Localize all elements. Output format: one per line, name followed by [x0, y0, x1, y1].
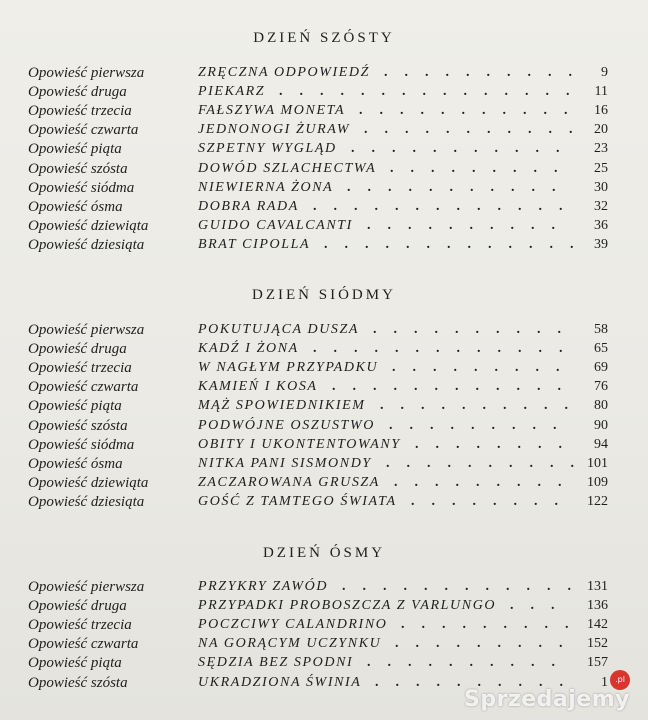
section-heading: DZIEŃ SZÓSTY — [253, 30, 395, 46]
entry-category: Opowieść siódma — [28, 180, 135, 196]
toc-entry — [0, 360, 648, 379]
entry-title: DOBRA RADA — [198, 199, 299, 214]
entry-title: POCZCIWY CALANDRINO — [198, 617, 388, 632]
toc-entry — [0, 103, 648, 122]
dot-leaders: .......... — [367, 655, 572, 670]
entry-title: ZACZAROWANA GRUSZA — [198, 475, 380, 490]
toc-entry — [0, 598, 648, 617]
toc-entry — [0, 437, 648, 456]
dot-leaders: ............ — [342, 579, 588, 594]
entry-page-number: 23 — [594, 141, 608, 156]
entry-category: Opowieść ósma — [28, 199, 123, 215]
entry-category: Opowieść piąta — [28, 655, 122, 671]
entry-page-number: 39 — [594, 237, 608, 252]
entry-title: PRZYKRY ZAWÓD — [198, 579, 329, 594]
entry-title: UKRADZIONA ŚWINIA — [198, 675, 362, 690]
entry-category: Opowieść pierwsza — [28, 65, 145, 81]
dot-leaders: ......... — [390, 161, 575, 176]
entry-page-number: 36 — [594, 218, 608, 233]
toc-entry — [0, 180, 648, 199]
toc-entry — [0, 341, 648, 360]
entry-page-number: 152 — [587, 636, 608, 651]
entry-category: Opowieść trzecia — [28, 103, 132, 119]
toc-entry — [0, 122, 648, 141]
entry-category: Opowieść dziewiąta — [28, 218, 149, 234]
toc-entry — [0, 379, 648, 398]
entry-page-number: 122 — [587, 494, 608, 509]
entry-category: Opowieść szósta — [28, 675, 128, 691]
toc-entry — [0, 322, 648, 341]
entry-page-number: 65 — [594, 341, 608, 356]
entry-title: GOŚĆ Z TAMTEGO ŚWIATA — [198, 494, 397, 509]
toc-entry — [0, 636, 648, 655]
dot-leaders: ............. — [313, 199, 580, 214]
entry-title: POKUTUJĄCA DUSZA — [198, 322, 360, 337]
entry-title: MĄŻ SPOWIEDNIKIEM — [198, 398, 366, 413]
entry-page-number: 136 — [587, 598, 608, 613]
entry-title: KADŹ I ŻONA — [198, 341, 299, 356]
entry-title: GUIDO CAVALCANTI — [198, 218, 353, 233]
toc-entry — [0, 237, 648, 256]
toc-entry — [0, 494, 648, 513]
entry-category: Opowieść pierwsza — [28, 322, 145, 338]
entry-category: Opowieść piąta — [28, 398, 122, 414]
entry-category: Opowieść czwarta — [28, 379, 139, 395]
entry-title: OBITY I UKONTENTOWANY — [198, 437, 401, 452]
dot-leaders: .......... — [373, 322, 578, 337]
entry-title: NITKA PANI SISMONDY — [198, 456, 372, 471]
toc-entry — [0, 398, 648, 417]
dot-leaders: ............. — [324, 237, 591, 252]
dot-leaders: .......... — [386, 456, 591, 471]
entry-page-number: 69 — [594, 360, 608, 375]
dot-leaders: ........... — [364, 122, 590, 137]
entry-page-number: 11 — [594, 84, 608, 99]
section-heading: DZIEŃ SIÓDMY — [252, 287, 396, 303]
entry-page-number: 76 — [594, 379, 608, 394]
entry-page-number: 90 — [594, 418, 608, 433]
toc-entry — [0, 161, 648, 180]
dot-leaders: ........... — [351, 141, 577, 156]
dot-leaders: ........ — [415, 437, 579, 452]
entry-page-number: 30 — [594, 180, 608, 195]
toc-entry — [0, 456, 648, 475]
watermark: Sprzedajemy — [464, 687, 630, 712]
entry-page-number: 9 — [601, 65, 608, 80]
entry-category: Opowieść czwarta — [28, 636, 139, 652]
entry-page-number: 25 — [594, 161, 608, 176]
entry-category: Opowieść ósma — [28, 456, 123, 472]
entry-category: Opowieść druga — [28, 84, 127, 100]
entry-category: Opowieść dziesiąta — [28, 494, 145, 510]
entry-page-number: 131 — [587, 579, 608, 594]
entry-title: JEDNONOGI ŻURAW — [198, 122, 351, 137]
entry-title: NA GORĄCYM UCZYNKU — [198, 636, 382, 651]
toc-entry — [0, 141, 648, 160]
entry-category: Opowieść dziesiąta — [28, 237, 145, 253]
entry-title: NIEWIERNA ŻONA — [198, 180, 334, 195]
entry-title: W NAGŁYM PRZYPADKU — [198, 360, 379, 375]
entry-category: Opowieść szósta — [28, 418, 128, 434]
entry-category: Opowieść pierwsza — [28, 579, 145, 595]
entry-category: Opowieść druga — [28, 598, 127, 614]
entry-page-number: 16 — [594, 103, 608, 118]
dot-leaders: ........... — [359, 103, 585, 118]
entry-category: Opowieść trzecia — [28, 617, 132, 633]
dot-leaders: ........... — [347, 180, 573, 195]
toc-entry — [0, 617, 648, 636]
entry-page-number: 80 — [594, 398, 608, 413]
toc-entry — [0, 655, 648, 674]
watermark-badge: .pl — [610, 670, 630, 690]
toc-entry — [0, 218, 648, 237]
dot-leaders: ............ — [332, 379, 578, 394]
entry-category: Opowieść dziewiąta — [28, 475, 149, 491]
dot-leaders: .......... — [375, 675, 580, 690]
entry-title: ZRĘCZNA ODPOWIEDŹ — [198, 65, 371, 80]
entry-title: PIEKARZ — [198, 84, 266, 99]
entry-title: BRAT CIPOLLA — [198, 237, 311, 252]
entry-page-number: 58 — [594, 322, 608, 337]
dot-leaders: ............... — [279, 84, 587, 99]
dot-leaders: .......... — [380, 398, 585, 413]
entry-page-number: 32 — [594, 199, 608, 214]
toc-entry — [0, 65, 648, 84]
entry-page-number: 94 — [594, 437, 608, 452]
entry-title: SZPETNY WYGLĄD — [198, 141, 337, 156]
dot-leaders: ............. — [313, 341, 580, 356]
toc-entry — [0, 84, 648, 103]
entry-title: PODWÓJNE OSZUSTWO — [198, 418, 375, 433]
entry-title: KAMIEŃ I KOSA — [198, 379, 318, 394]
dot-leaders: ......... — [401, 617, 586, 632]
dot-leaders: ......... — [392, 360, 577, 375]
toc-entry — [0, 199, 648, 218]
entry-title: SĘDZIA BEZ SPODNI — [198, 655, 354, 670]
entry-title: DOWÓD SZLACHECTWA — [198, 161, 377, 176]
dot-leaders: ........ — [411, 494, 575, 509]
section-heading: DZIEŃ ÓSMY — [262, 545, 386, 561]
entry-category: Opowieść druga — [28, 341, 127, 357]
dot-leaders: ......... — [394, 475, 579, 490]
toc-entry — [0, 475, 648, 494]
entry-page-number: 20 — [594, 122, 608, 137]
entry-category: Opowieść szósta — [28, 161, 128, 177]
entry-title: FAŁSZYWA MONETA — [198, 103, 346, 118]
entry-category: Opowieść czwarta — [28, 122, 139, 138]
entry-page-number: 142 — [587, 617, 608, 632]
toc-entry — [0, 418, 648, 437]
entry-category: Opowieść piąta — [28, 141, 122, 157]
toc-entry — [0, 579, 648, 598]
entry-category: Opowieść trzecia — [28, 360, 132, 376]
entry-page-number: 157 — [587, 655, 608, 670]
dot-leaders: .......... — [384, 65, 589, 80]
entry-page-number: 101 — [587, 456, 608, 471]
dot-leaders: ... — [510, 598, 572, 613]
entry-page-number: 109 — [587, 475, 608, 490]
dot-leaders: ......... — [395, 636, 580, 651]
entry-category: Opowieść siódma — [28, 437, 135, 453]
entry-page-number: 1 — [601, 675, 608, 690]
dot-leaders: .......... — [367, 218, 572, 233]
entry-title: PRZYPADKI PROBOSZCZA Z VARLUNGO — [198, 598, 497, 613]
dot-leaders: ......... — [389, 418, 574, 433]
